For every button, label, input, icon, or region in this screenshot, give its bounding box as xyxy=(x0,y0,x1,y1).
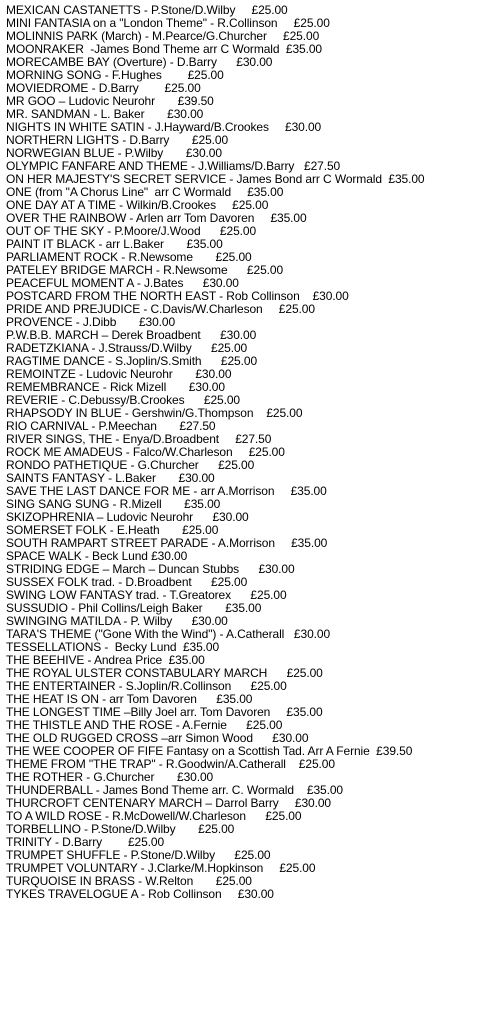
list-item: REVERIE - C.Debussy/B.Crookes £25.00 xyxy=(6,394,240,407)
list-item: PROVENCE - J.Dibb £30.00 xyxy=(6,316,176,329)
list-item: ON HER MAJESTY'S SECRET SERVICE - James Bond arr C Wormald £35.00 xyxy=(6,173,425,186)
list-item: THE ROYAL ULSTER CONSTABULARY MARCH £25.00 xyxy=(6,667,323,680)
list-item: OVER THE RAINBOW - Arlen arr Tom Davoren £35.00 xyxy=(6,212,307,225)
list-item: RADETZKIANA - J.Strauss/D.Wilby £25.00 xyxy=(6,342,248,355)
list-item: TURQUOISE IN BRASS - W.Relton £25.00 xyxy=(6,875,252,888)
list-item: TYKES TRAVELOGUE A - Rob Collinson £30.00 xyxy=(6,888,274,901)
list-item: PATELEY BRIDGE MARCH - R.Newsome £25.00 xyxy=(6,264,284,277)
list-item: TORBELLINO - P.Stone/D.Wilby £25.00 xyxy=(6,823,235,836)
list-item: THE ENTERTAINER - S.Joplin/R.Collinson £25.00 xyxy=(6,680,287,693)
list-item: REMOINTZE - Ludovic Neurohr £30.00 xyxy=(6,368,232,381)
list-item: TRINITY - D.Barry £25.00 xyxy=(6,836,165,849)
list-item: PEACEFUL MOMENT A - J.Bates £30.00 xyxy=(6,277,239,290)
list-item: RIO CARNIVAL - P.Meechan £27.50 xyxy=(6,420,216,433)
list-item: THE WEE COOPER OF FIFE Fantasy on a Scottish Tad. Arr A Fernie £39.50 xyxy=(6,745,413,758)
list-item: TESSELLATIONS - Becky Lund £35.00 xyxy=(6,641,220,654)
list-item: REMEMBRANCE - Rick Mizell £30.00 xyxy=(6,381,225,394)
list-item: MR GOO – Ludovic Neurohr £39.50 xyxy=(6,95,214,108)
list-item: PRIDE AND PREJUDICE - C.Davis/W.Charleson £25.00 xyxy=(6,303,315,316)
list-item: TO A WILD ROSE - R.McDowell/W.Charleson £25.00 xyxy=(6,810,302,823)
list-item: THURCROFT CENTENARY MARCH – Darrol Barry £30.00 xyxy=(6,797,331,810)
list-item: SING SANG SUNG - R.Mizell £35.00 xyxy=(6,498,221,511)
list-item: THE ROTHER - G.Churcher £30.00 xyxy=(6,771,214,784)
price-list xyxy=(6,4,494,901)
list-item: SUSSUDIO - Phil Collins/Leigh Baker £35.00 xyxy=(6,602,262,615)
list-item: OLYMPIC FANFARE AND THEME - J.Williams/D.Barry £27.50 xyxy=(6,160,341,173)
list-item: SOMERSET FOLK - E.Heath £25.00 xyxy=(6,524,219,537)
list-item: MORECAMBE BAY (Overture) - D.Barry £30.00 xyxy=(6,56,273,69)
list-item: THE THISTLE AND THE ROSE - A.Fernie £25.00 xyxy=(6,719,283,732)
list-item: SAINTS FANTASY - L.Baker £30.00 xyxy=(6,472,215,485)
list-item: TRUMPET SHUFFLE - P.Stone/D.Wilby £25.00 xyxy=(6,849,271,862)
list-item: SUSSEX FOLK trad. - D.Broadbent £25.00 xyxy=(6,576,248,589)
list-item: RONDO PATHETIQUE - G.Churcher £25.00 xyxy=(6,459,255,472)
list-item: ONE DAY AT A TIME - Wilkin/B.Crookes £25.00 xyxy=(6,199,269,212)
list-item: ONE (from "A Chorus Line" arr C Wormald £35.00 xyxy=(6,186,284,199)
list-item: MOLINNIS PARK (March) - M.Pearce/G.Churcher £25.00 xyxy=(6,30,320,43)
list-item: PAINT IT BLACK - arr L.Baker £35.00 xyxy=(6,238,223,251)
list-item: SWINGING MATILDA - P. Wilby £30.00 xyxy=(6,615,228,628)
list-item: THE OLD RUGGED CROSS –arr Simon Wood £30.00 xyxy=(6,732,309,745)
list-item: RIVER SINGS, THE - Enya/D.Broadbent £27.50 xyxy=(6,433,272,446)
list-item: ROCK ME AMADEUS - Falco/W.Charleson £25.00 xyxy=(6,446,285,459)
list-item: MOONRAKER -James Bond Theme arr C Wormald £35.00 xyxy=(6,43,323,56)
list-item: NORTHERN LIGHTS - D.Barry £25.00 xyxy=(6,134,229,147)
list-item: TARA'S THEME ("Gone With the Wind") - A.Catherall £30.00 xyxy=(6,628,331,641)
list-item: RHAPSODY IN BLUE - Gershwin/G.Thompson £25.00 xyxy=(6,407,303,420)
list-item: SWING LOW FANTASY trad. - T.Greatorex £25.00 xyxy=(6,589,287,602)
list-item: RAGTIME DANCE - S.Joplin/S.Smith £25.00 xyxy=(6,355,258,368)
list-item: MINI FANTASIA on a "London Theme" - R.Collinson £25.00 xyxy=(6,17,330,30)
list-item: TRUMPET VOLUNTARY - J.Clarke/M.Hopkinson £25.00 xyxy=(6,862,316,875)
list-item: THE BEEHIVE - Andrea Price £35.00 xyxy=(6,654,205,667)
list-item: THUNDERBALL - James Bond Theme arr. C. Wormald £35.00 xyxy=(6,784,343,797)
list-item: POSTCARD FROM THE NORTH EAST - Rob Collinson £30.00 xyxy=(6,290,349,303)
list-item: MEXICAN CASTANETTS - P.Stone/D.Wilby £25.00 xyxy=(6,4,288,17)
list-item: MORNING SONG - F.Hughes £25.00 xyxy=(6,69,224,82)
list-item: NIGHTS IN WHITE SATIN - J.Hayward/B.Crookes £30.00 xyxy=(6,121,322,134)
list-item: NORWEGIAN BLUE - P.Wilby £30.00 xyxy=(6,147,222,160)
list-item: THEME FROM "THE TRAP" - R.Goodwin/A.Catherall £25.00 xyxy=(6,758,335,771)
list-item: STRIDING EDGE – March – Duncan Stubbs £30.00 xyxy=(6,563,295,576)
list-item: SKIZOPHRENIA – Ludovic Neurohr £30.00 xyxy=(6,511,249,524)
list-item: SAVE THE LAST DANCE FOR ME - arr A.Morrison £35.00 xyxy=(6,485,327,498)
list-item: THE LONGEST TIME –Billy Joel arr. Tom Davoren £35.00 xyxy=(6,706,323,719)
list-item: P.W.B.B. MARCH – Derek Broadbent £30.00 xyxy=(6,329,257,342)
list-item: SPACE WALK - Beck Lund £30.00 xyxy=(6,550,188,563)
list-item: MR. SANDMAN - L. Baker £30.00 xyxy=(6,108,204,121)
list-item: SOUTH RAMPART STREET PARADE - A.Morrison £35.00 xyxy=(6,537,328,550)
list-item: OUT OF THE SKY - P.Moore/J.Wood £25.00 xyxy=(6,225,257,238)
list-item: MOVIEDROME - D.Barry £25.00 xyxy=(6,82,201,95)
list-item: THE HEAT IS ON - arr Tom Davoren £35.00 xyxy=(6,693,253,706)
list-item: PARLIAMENT ROCK - R.Newsome £25.00 xyxy=(6,251,252,264)
